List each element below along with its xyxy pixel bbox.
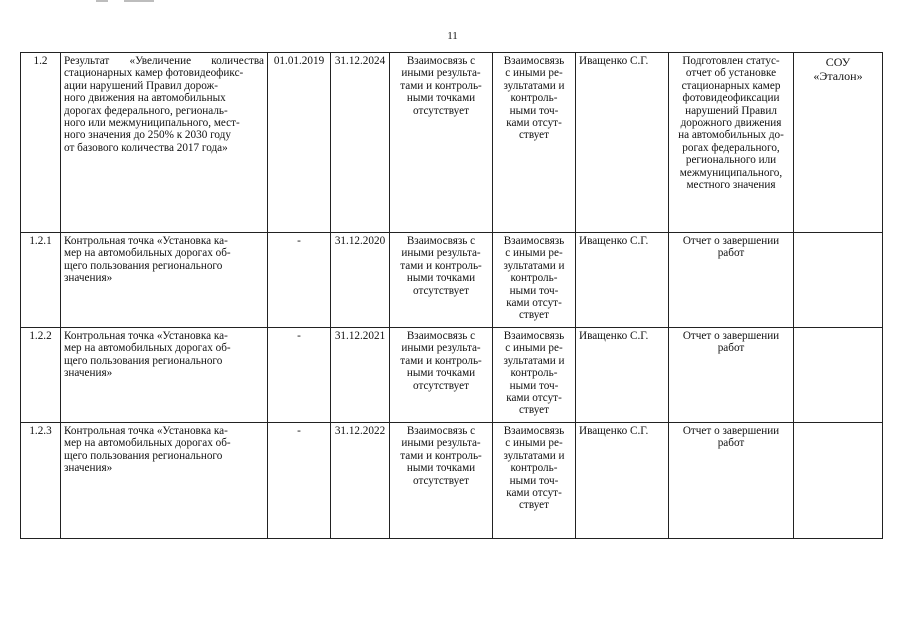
row-link-next: Взаимосвязь с иными ре- зультатами и контроль- ными точ- ками отсут- ствует [493, 328, 576, 423]
row-link-previous: Взаимосвязь с иными результа- тами и контроль- ными точками отсутствует [390, 328, 493, 423]
scan-mark [96, 0, 108, 2]
table-row [21, 423, 883, 539]
row-end-date: 31.12.2020 [331, 233, 390, 328]
row-system [794, 423, 883, 539]
row-link-next: Взаимосвязь с иными ре- зультатами и контроль- ными точ- ками отсут- ствует [493, 233, 576, 328]
row-link-previous: Взаимосвязь с иными результа- тами и контроль- ными точками отсутствует [390, 423, 493, 539]
row-end-date: 31.12.2022 [331, 423, 390, 539]
row-system [794, 328, 883, 423]
row-number: 1.2.1 [21, 233, 61, 328]
row-name: Контрольная точка «Установка ка- мер на автомобильных дорогах об- щего пользования регионального значения» [61, 328, 268, 423]
table-row [21, 328, 883, 423]
row-start-date: 01.01.2019 [268, 53, 331, 233]
row-link-previous: Взаимосвязь с иными результа- тами и контроль- ными точками отсутствует [390, 53, 493, 233]
row-start-date: - [268, 233, 331, 328]
row-responsible: Иващенко С.Г. [576, 328, 669, 423]
row-system: СОУ «Эталон» [794, 53, 883, 233]
page-number: 11 [447, 30, 458, 42]
row-number: 1.2.3 [21, 423, 61, 539]
row-document: Отчет о завершении работ [669, 328, 794, 423]
row-link-next: Взаимосвязь с иными ре- зультатами и контроль- ными точ- ками отсут- ствует [493, 423, 576, 539]
row-number: 1.2.2 [21, 328, 61, 423]
table-row [21, 53, 883, 233]
row-link-previous: Взаимосвязь с иными результа- тами и контроль- ными точками отсутствует [390, 233, 493, 328]
row-name: Результат «Увеличение количества стационарных камер фотовидеофикс- ации нарушений Правил дорож- ного движения на автомобильных дорогах федерального, региональ- ного или межмуниципального, мест- ного значения до 250% к 2030 году от базового количества 2017 года» [61, 53, 268, 233]
table-row [21, 233, 883, 328]
row-document: Отчет о завершении работ [669, 423, 794, 539]
project-plan-table [20, 52, 883, 539]
row-name: Контрольная точка «Установка ка- мер на автомобильных дорогах об- щего пользования регионального значения» [61, 233, 268, 328]
row-document: Подготовлен статус- отчет об установке стационарных камер фотовидеофиксации нарушений Правил дорожного движения на автомобильных до- рогах федерального, регионального или межмуниципального, местного значения [669, 53, 794, 233]
row-responsible: Иващенко С.Г. [576, 233, 669, 328]
row-name: Контрольная точка «Установка ка- мер на автомобильных дорогах об- щего пользования регионального значения» [61, 423, 268, 539]
scan-mark [124, 0, 154, 2]
row-start-date: - [268, 423, 331, 539]
row-start-date: - [268, 328, 331, 423]
row-link-next: Взаимосвязь с иными ре- зультатами и контроль- ными точ- ками отсут- ствует [493, 53, 576, 233]
row-end-date: 31.12.2021 [331, 328, 390, 423]
row-end-date: 31.12.2024 [331, 53, 390, 233]
row-number: 1.2 [21, 53, 61, 233]
row-system [794, 233, 883, 328]
row-document: Отчет о завершении работ [669, 233, 794, 328]
row-responsible: Иващенко С.Г. [576, 53, 669, 233]
row-responsible: Иващенко С.Г. [576, 423, 669, 539]
